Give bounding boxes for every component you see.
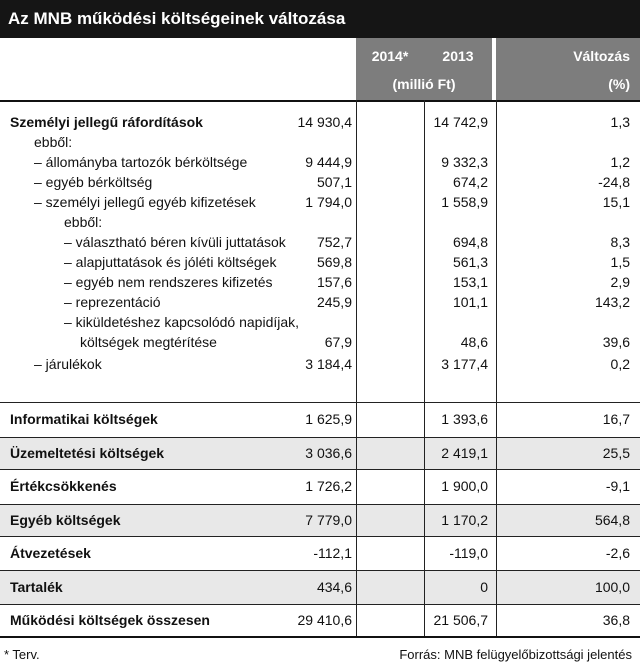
value-2014: 7 779,0 [305, 512, 352, 528]
header-col-change: Változás [573, 48, 630, 64]
row-label: Informatikai költségek [10, 411, 158, 427]
value-change: 16,7 [602, 411, 630, 427]
rule [0, 437, 640, 438]
value-2014: -112,1 [313, 545, 352, 561]
header-col-2013: 2013 [442, 48, 474, 64]
value-2013: 3 177,4 [441, 356, 488, 372]
table-title: Az MNB működési költségeinek változása [0, 0, 640, 38]
value-2014: 752,7 [316, 234, 352, 250]
value-2014: 1 726,2 [305, 478, 352, 494]
value-2014: 14 930,4 [297, 114, 352, 130]
col-divider [424, 100, 425, 636]
value-2013: 1 558,9 [441, 194, 488, 210]
row-label: – egyéb bérköltség [34, 174, 153, 190]
value-change: 143,2 [594, 294, 630, 310]
value-2013: 14 742,9 [433, 114, 488, 130]
value-change: 564,8 [594, 512, 630, 528]
value-change: 15,1 [602, 194, 630, 210]
value-change: 1,2 [610, 154, 630, 170]
col-divider [356, 100, 357, 636]
row-label: – alapjuttatások és jóléti költségek [64, 254, 277, 270]
value-2014: 1 794,0 [305, 194, 352, 210]
row-label: Egyéb költségek [10, 512, 121, 528]
value-change: 36,8 [602, 612, 630, 628]
value-2014: 9 444,9 [305, 154, 352, 170]
value-2013: 1 393,6 [441, 411, 488, 427]
row-label: Üzemeltetési költségek [10, 445, 165, 461]
rule [0, 469, 640, 470]
row-label: Értékcsökkenés [10, 478, 117, 494]
value-2014: 3 184,4 [305, 356, 352, 372]
col-divider [496, 100, 497, 636]
row-label: – állományba tartozók bérköltsége [34, 154, 248, 170]
row-label: Működési költségek összesen [10, 612, 210, 628]
value-change: 2,9 [610, 274, 630, 290]
value-2014: 157,6 [316, 274, 352, 290]
value-2014: 569,8 [316, 254, 352, 270]
value-change: 1,3 [610, 114, 630, 130]
row-label: – kiküldetéshez kapcsolódó napidíjak, [64, 314, 300, 330]
row-label: – járulékok [34, 356, 102, 372]
value-change: 8,3 [610, 234, 630, 250]
value-change: 39,6 [602, 334, 630, 350]
header-unit-million: (millió Ft) [392, 76, 456, 92]
value-2013: 21 506,7 [433, 612, 488, 628]
value-2013: 561,3 [452, 254, 488, 270]
value-change: 0,2 [610, 356, 630, 372]
row-label: – választható béren kívüli juttatások [64, 234, 286, 250]
value-2014: 245,9 [316, 294, 352, 310]
row-label: ebből: [64, 214, 103, 230]
row-label: Tartalék [10, 579, 63, 595]
value-change: 1,5 [610, 254, 630, 270]
source-note: Forrás: MNB felügyelőbizottsági jelentés [399, 647, 632, 662]
rule [0, 100, 640, 102]
row-label: költségek megtérítése [80, 334, 217, 350]
value-change: -2,6 [605, 545, 630, 561]
header-unit-percent: (%) [608, 76, 630, 92]
row-label: Átvezetések [10, 545, 91, 561]
row-label: – reprezentáció [64, 294, 161, 310]
value-2013: 1 170,2 [441, 512, 488, 528]
value-2014: 434,6 [316, 579, 352, 595]
value-2014: 67,9 [324, 334, 352, 350]
value-2014: 507,1 [316, 174, 352, 190]
value-2013: 101,1 [452, 294, 488, 310]
value-2013: 2 419,1 [441, 445, 488, 461]
value-2014: 29 410,6 [297, 612, 352, 628]
value-2013: 0 [480, 579, 488, 595]
value-2013: 1 900,0 [441, 478, 488, 494]
value-change: -9,1 [605, 478, 630, 494]
rule [0, 536, 640, 537]
row-label: – egyéb nem rendszeres kifizetés [64, 274, 273, 290]
rule [0, 402, 640, 403]
rule [0, 604, 640, 605]
value-2013: 694,8 [452, 234, 488, 250]
value-2013: 48,6 [460, 334, 488, 350]
value-change: -24,8 [598, 174, 630, 190]
value-change: 25,5 [602, 445, 630, 461]
value-2014: 3 036,6 [305, 445, 352, 461]
row-label: Személyi jellegű ráfordítások [10, 114, 203, 130]
row-label: ebből: [34, 134, 73, 150]
value-2013: 9 332,3 [441, 154, 488, 170]
value-2013: 153,1 [452, 274, 488, 290]
value-2014: 1 625,9 [305, 411, 352, 427]
header-col-2014: 2014* [371, 48, 409, 64]
value-2013: -119,0 [449, 545, 488, 561]
value-change: 100,0 [594, 579, 630, 595]
value-2013: 674,2 [452, 174, 488, 190]
rule [0, 636, 640, 638]
row-label: – személyi jellegű egyéb kifizetések [34, 194, 256, 210]
rule [0, 570, 640, 571]
footnote: * Terv. [4, 647, 40, 662]
rule [0, 504, 640, 505]
